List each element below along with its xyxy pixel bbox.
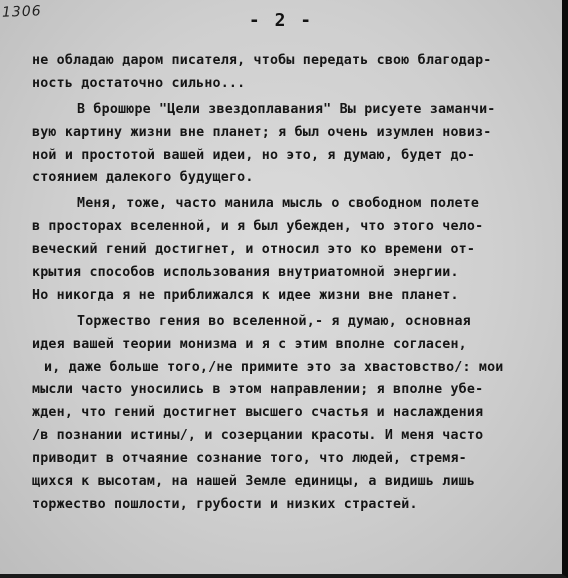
text-line: стоянием далекого будущего. [32,170,254,186]
text-line: торжество пошлости, грубости и низких страстей. [32,496,418,512]
text-line: Но никогда я не приближался к идее жизни вне планет. [32,287,459,303]
text-line: ность достаточно сильно... [32,75,246,91]
text-line: крытия способов использования внутриатомной энергии. [32,265,459,281]
text-line: Торжество гения во вселенной,- я думаю, основная [77,313,471,329]
text-line: В брошюре "Цели звездоплавания" Вы рисуете заманчи- [77,101,496,117]
text-line: ной и простотой вашей идеи, но это, я думаю, будет до- [32,147,476,163]
text-line: Меня, тоже, часто манила мысль о свободном полете [77,196,480,212]
page-number: - 2 - [248,10,314,31]
text-line: и, даже больше того,/не примите это за хвастовство/: мои [44,359,504,375]
text-line: не обладаю даром писателя, чтобы передать свою благодар- [32,53,492,68]
text-line: вую картину жизни вне планет; я был очень изумлен новиз- [32,124,492,140]
text-line: мысли часто уносились в этом направлении; я вполне убе- [32,382,484,398]
text-line: веческий гений достигнет, и относил это ко времени от- [32,242,476,258]
text-line: в просторах вселенной, и я был убежден, что этого чело- [32,219,484,235]
text-line: жден, что гений достигнет высшего счастья и наслаждения [32,405,484,421]
text-line: /в познании истины/, и созерцании красоты. И меня часто [32,428,484,444]
text-line: идея вашей теории монизма и я с этим вполне согласен, [32,336,467,352]
text-line: приводит в отчаяние сознание того, что людей, стремя- [32,451,467,467]
archive-mark: 1306 [1,3,42,21]
letter-body [32,50,568,517]
text-line: щихся к высотам, на нашей Земле единицы, а видишь лишь [32,474,476,490]
